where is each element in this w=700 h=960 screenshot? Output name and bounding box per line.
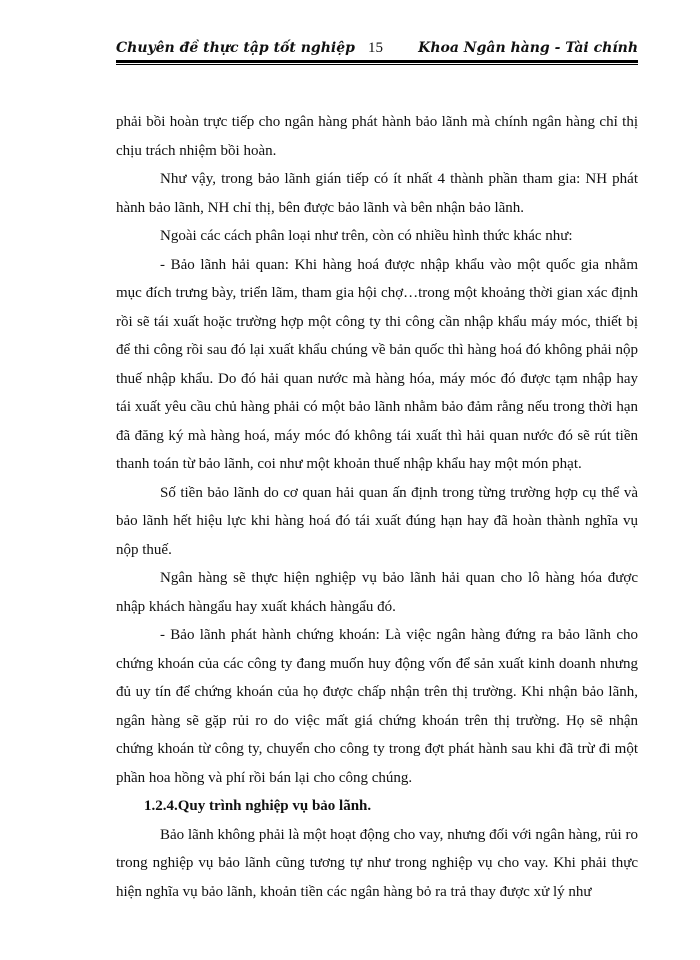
list-item-securities-guarantee: - Bảo lãnh phát hành chứng khoán: Là việc ngân hàng đứng ra bảo lãnh cho chứng khoán của các công ty đang muốn huy động vốn để sản xuất kinh doanh nhưng đủ uy tín để chứng khoán của họ được chấp nhận trên thị trường. Khi nhận bảo lãnh, ngân hàng sẽ gặp rủi ro do việc mất giá chứng khoán trên thị trường. Họ sẽ nhận chứng khoán từ công ty, chuyển cho công ty trong đợt phát hành sau khi đã trừ đi một phần hoa hồng và phí rồi bán lại cho công chúng.	[116, 627, 638, 786]
page-number: 15	[368, 40, 383, 56]
paragraph: Ngoài các cách phân loại như trên, còn có nhiều hình thức khác như:	[160, 228, 573, 244]
page-header	[116, 40, 638, 60]
page-body	[116, 108, 638, 906]
paragraph: Ngân hàng sẽ thực hiện nghiệp vụ bảo lãnh hải quan cho lô hàng hóa được nhập khách hàngẩu hay xuất khách hàngẩu đó.	[116, 570, 638, 615]
paragraph: Như vậy, trong bảo lãnh gián tiếp có ít nhất 4 thành phần tham gia: NH phát hành bảo lãnh, NH chỉ thị, bên được bảo lãnh và bên nhận bảo lãnh.	[116, 171, 638, 216]
header-rule-thin	[116, 64, 638, 65]
header-rule	[116, 60, 638, 63]
paragraph: phải bồi hoàn trực tiếp cho ngân hàng phát hành bảo lãnh mà chính ngân hàng chỉ thị chịu trách nhiệm bồi hoàn.	[116, 114, 638, 159]
paragraph: Số tiền bảo lãnh do cơ quan hải quan ấn định trong từng trường hợp cụ thể và bảo lãnh hết hiệu lực khi hàng hoá đó tái xuất đúng hạn hay đã hoàn thành nghĩa vụ nộp thuế.	[116, 484, 638, 558]
list-item-customs-guarantee: - Bảo lãnh hải quan: Khi hàng hoá được nhập khẩu vào một quốc gia nhằm mục đích trưng bày, triển lãm, tham gia hội chợ…trong một khoảng thời gian xác định rồi sẽ tái xuất hoặc trường hợp một công ty thi công cần nhập khẩu máy móc, thiết bị để thi công rồi sau đó lại xuất khẩu chúng về bản quốc thì hàng hoá đó không phải nộp thuế nhập khẩu. Do đó hải quan nước mà hàng hóa, máy móc đó được tạm nhập hay tái xuất yêu cầu chủ hàng phải có một bảo lãnh nhằm bảo đảm rằng nếu trong thời hạn đã đăng ký mà hàng hoá, máy móc đó không tái xuất thì hải quan nước đó sẽ rút tiền thanh toán từ bảo lãnh, coi như một khoản thuế nhập khẩu hay một món phạt.	[116, 256, 638, 472]
header-thesis-title: Chuyên đề thực tập tốt nghiệp	[116, 40, 355, 56]
header-faculty: Khoa Ngân hàng - Tài chính	[418, 40, 638, 56]
paragraph: Bảo lãnh không phải là một hoạt động cho vay, nhưng đối với ngân hàng, rủi ro trong nghiệp vụ bảo lãnh cũng tương tự như trong nghiệp vụ cho vay. Khi phải thực hiện nghĩa vụ bảo lãnh, khoản tiền các ngân hàng bỏ ra trả thay được xử lý như	[116, 826, 638, 900]
section-heading: 1.2.4.Quy trình nghiệp vụ bảo lãnh.	[144, 798, 372, 814]
